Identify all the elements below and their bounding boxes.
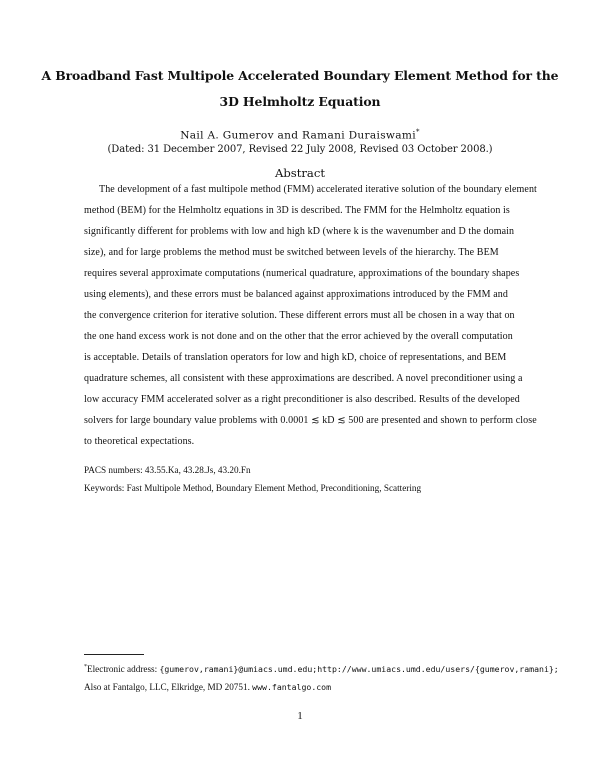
footnote-rule	[84, 654, 144, 655]
pacs-numbers: PACS numbers: 43.55.Ka, 43.28.Js, 43.20.Fn	[84, 465, 251, 475]
author-footnote-mark: *	[415, 128, 420, 136]
footnote-line-2	[84, 681, 331, 693]
abstract-line-4: size), and for large problems the method must be switched between levels of the hierarchy. The BEM	[84, 247, 499, 258]
footnote-website-link[interactable]: www.fantalgo.com	[252, 682, 332, 692]
authors	[40, 124, 560, 144]
footnote-line-1	[84, 661, 559, 675]
abstract-line-3: significantly different for problems with low and high kD (where k is the wavenumber and D the domain	[84, 226, 515, 237]
abstract-line-5: requires several approximate computations (numerical quadrature, approximations of the boundary shapes	[84, 268, 520, 279]
page-number: 1	[297, 710, 303, 722]
paper-title-line-1: A Broadband Fast Multipole Accelerated Boundary Element Method for the	[41, 68, 559, 83]
abstract-line-6: using elements), and these errors must be balanced against approximations introduced by the FMM and	[84, 289, 508, 300]
keywords: Keywords: Fast Multipole Method, Boundary Element Method, Preconditioning, Scattering	[84, 483, 422, 493]
paper-title-line-2: 3D Helmholtz Equation	[219, 94, 381, 109]
abstract-line-7: the convergence criterion for iterative solution. These different errors must all be chosen in a way that on	[84, 310, 515, 321]
abstract-heading: Abstract	[274, 166, 325, 180]
footnote-label: Electronic address:	[87, 664, 160, 675]
abstract-line-13: to theoretical expectations.	[84, 436, 195, 447]
abstract-line-2: method (BEM) for the Helmholtz equations in 3D is described. The FMM for the Helmholtz equation is	[84, 205, 510, 216]
footnote-mark: *	[84, 664, 87, 670]
author-names: Nail A. Gumerov and Ramani Duraiswami	[180, 129, 416, 142]
footnote-affiliation: Also at Fantalgo, LLC, Elkridge, MD 20751.	[84, 682, 253, 692]
abstract-line-10: quadrature schemes, all consistent with these approximations are described. A novel preconditioner using a	[84, 373, 523, 384]
abstract-line-11: low accuracy FMM accelerated solver as a right preconditioner is also described. Results of the developed	[84, 394, 520, 405]
abstract-line-8: the one hand excess work is not done and on the other that the error achieved by the overall computation	[84, 331, 513, 342]
abstract-line-12: solvers for large boundary value problems with 0.0001 ≲ kD ≲ 500 are presented and shown to perform close	[84, 415, 537, 426]
abstract-line-1: The development of a fast multipole method (FMM) accelerated iterative solution of the boundary element	[99, 184, 537, 195]
footnote-emails: {gumerov,ramani}@umiacs.umd.edu;	[159, 664, 318, 675]
footnote-url-link[interactable]: http://www.umiacs.umd.edu/users/{gumerov,ramani};	[317, 664, 559, 675]
abstract-line-9: is acceptable. Details of translation operators for low and high kD, choice of representations, and BEM	[84, 352, 507, 363]
dated-line: (Dated: 31 December 2007, Revised 22 July 2008, Revised 03 October 2008.)	[107, 144, 493, 155]
